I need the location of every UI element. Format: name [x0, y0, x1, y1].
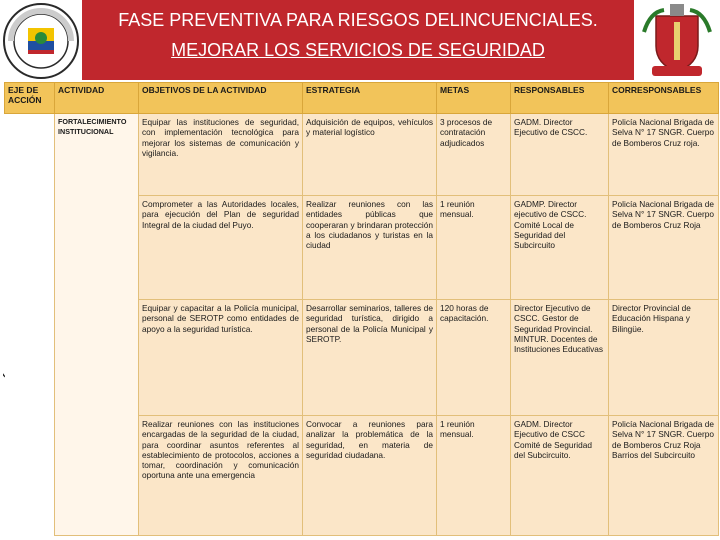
title-banner — [82, 0, 634, 80]
estrategia-cell: Convocar a reuniones para analizar la problemática de la seguridad, en materia de seguridad ciudadana. — [303, 416, 437, 536]
table-header-row — [5, 83, 719, 114]
eje-cell — [5, 114, 55, 536]
metas-cell: 1 reunión mensual. — [437, 416, 511, 536]
slide-header — [0, 0, 720, 80]
page-subtitle: MEJORAR LOS SERVICIOS DE SEGURIDAD — [171, 40, 545, 60]
espe-logo — [2, 2, 80, 80]
plan-table — [4, 82, 719, 536]
page-title: FASE PREVENTIVA PARA RIESGOS DELINCUENCIALES. — [118, 10, 598, 30]
responsables-cell: GADM. Director Ejecutivo de CSCC. — [511, 114, 609, 196]
column-header-responsables: RESPONSABLES — [511, 83, 609, 114]
corresponsables-cell: Policía Nacional Brigada de Selva N° 17 SNGR. Cuerpo de Bomberos Cruz Roja Barrios del Subcircuito — [609, 416, 719, 536]
estrategia-cell: Realizar reuniones con las entidades públicas que cooperaran y brindaran protección a los ciudadanos y turistas en la ciudad — [303, 196, 437, 300]
corresponsables-cell: Policía Nacional Brigada de Selva N° 17 SNGR. Cuerpo de Bomberos Cruz roja. — [609, 114, 719, 196]
corresponsables-cell: Policía Nacional Brigada de Selva N° 17 SNGR. Cuerpo de Bomberos Cruz Roja — [609, 196, 719, 300]
estrategia-cell: Desarrollar seminarios, talleres de seguridad turística, dirigido a personal de la Policía Municipal y SEROTP. — [303, 300, 437, 416]
corresponsables-cell: Director Provincial de Educación Hispana y Bilingüe. — [609, 300, 719, 416]
actividad-cell: FORTALECIMIENTO INSTITUCIONAL — [55, 114, 139, 536]
responsables-cell: GADM. Director Ejecutivo de CSCC Comité de Seguridad del Subcircuito. — [511, 416, 609, 536]
column-header-eje: EJE DE ACCIÓN — [5, 83, 55, 114]
responsables-cell: GADMP. Director ejecutivo de CSCC. Comité Local de Seguridad del Subcircuito — [511, 196, 609, 300]
responsables-cell: Director Ejecutivo de CSCC. Gestor de Seguridad Provincial. MINTUR. Docentes de Instituciones Educativas — [511, 300, 609, 416]
objetivo-cell: Comprometer a las Autoridades locales, para ejecución del Plan de seguridad Integral de la ciudad del Puyo. — [139, 196, 303, 300]
estrategia-cell: Adquisición de equipos, vehículos y material logístico — [303, 114, 437, 196]
column-header-estrategia: ESTRATEGIA — [303, 83, 437, 114]
column-header-objetivos: OBJETIVOS DE LA ACTIVIDAD — [139, 83, 303, 114]
objetivo-cell: Realizar reuniones con las instituciones encargadas de la seguridad de la ciudad, para coordinar asuntos referentes al establecimiento de protocolos, acciones a tomar, coordinación y comunicación oportuna ante una emergencia — [139, 416, 303, 536]
column-header-corresponsables: CORRESPONSABLES — [609, 83, 719, 114]
metas-cell: 120 horas de capacitación. — [437, 300, 511, 416]
objetivo-cell: Equipar y capacitar a la Policía municipal, personal de SEROTP como entidades de apoyo a la seguridad turística. — [139, 300, 303, 416]
coat-of-arms-logo — [636, 2, 718, 80]
column-header-actividad: ACTIVIDAD — [55, 83, 139, 114]
objetivo-cell: Equipar las instituciones de seguridad, con implementación tecnológica para mejorar los sistemas de comunicación y vigilancia. — [139, 114, 303, 196]
metas-cell: 1 reunión mensual. — [437, 196, 511, 300]
column-header-metas: METAS — [437, 83, 511, 114]
metas-cell: 3 procesos de contratación adjudicados — [437, 114, 511, 196]
table-row — [5, 114, 719, 196]
